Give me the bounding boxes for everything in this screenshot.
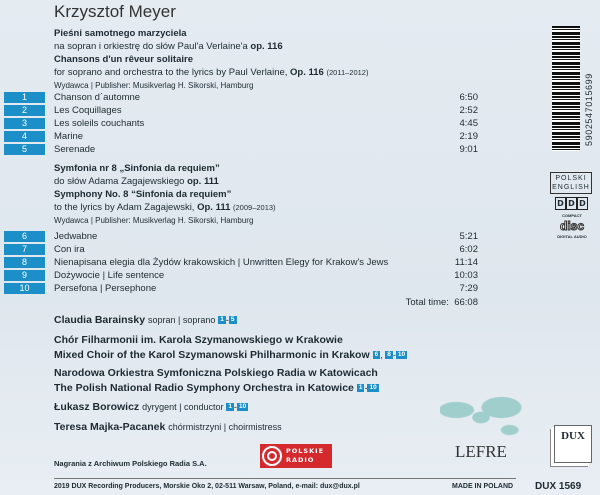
- footer-address: 2019 DUX Recording Producers, Morskie Oko 2, 02-511 Warsaw, Poland, e-mail: dux@dux.pl: [54, 483, 360, 490]
- tag-sep: -: [225, 315, 229, 325]
- catalog-number: DUX 1569: [535, 481, 582, 492]
- work-title-en: Symphony No. 8 “Sinfonia da requiem”: [54, 189, 232, 200]
- track-title: Con ira: [54, 244, 85, 255]
- track-tag: 8: [387, 351, 391, 359]
- performer: [54, 314, 237, 326]
- performer-name: Teresa Majka-Pacanek: [54, 421, 166, 433]
- track-tag: 5: [230, 316, 235, 324]
- track-number: 5: [4, 144, 45, 155]
- archive-note: Nagrania z Archiwum Polskiego Radia S.A.: [54, 459, 207, 468]
- dux-logo: DUX: [554, 425, 592, 463]
- track-time: 7:29: [459, 283, 478, 294]
- track-tag: 6: [374, 351, 379, 359]
- track-number: 2: [4, 105, 45, 116]
- ddd-badge: [555, 197, 588, 210]
- polskie-radio-text: POLSKIE RADIO: [286, 447, 325, 464]
- barcode-number: 5902547015699: [584, 73, 594, 146]
- track-tag: 10: [369, 384, 377, 392]
- track-title: Dożywocie | Life sentence: [54, 270, 165, 281]
- ddd-letter: D: [577, 197, 588, 210]
- work-subtitle-pl: [54, 175, 219, 188]
- track-title: Jedwabne: [54, 231, 98, 242]
- years: (2009–2013): [233, 203, 276, 212]
- performer-name: Claudia Barainsky: [54, 314, 146, 326]
- track-time: 5:21: [459, 231, 478, 242]
- track-number: 8: [4, 257, 45, 268]
- track-tag: 1: [358, 384, 363, 392]
- ddd-letter: D: [566, 197, 577, 210]
- opus: op. 111: [187, 176, 219, 187]
- track-number: 9: [4, 270, 45, 281]
- language-en: ENGLISH: [552, 184, 590, 191]
- performer-en: [54, 349, 407, 361]
- world-map-icon: [440, 390, 522, 440]
- track-title: Serenade: [54, 144, 96, 155]
- track-number: 10: [4, 283, 45, 294]
- work-title-pl: Pieśni samotnego marzyciela: [54, 28, 187, 39]
- track-title: Marine: [54, 131, 84, 142]
- publisher: Wydawca | Publisher: Musikverlag H. Sikorski, Hamburg: [54, 216, 254, 225]
- track-title: Les Coquillages: [54, 105, 122, 116]
- performer: Narodowa Orkiestra Symfoniczna Polskiego Radia w Katowicach: [54, 367, 378, 379]
- tag-sep: ,: [380, 350, 386, 360]
- track-time: 4:45: [459, 118, 478, 129]
- track-time: 10:03: [454, 270, 478, 281]
- subtitle-text: for soprano and orchestra to the lyrics by Paul Verlaine,: [54, 67, 288, 78]
- radio-icon: [262, 446, 282, 466]
- track-time: 2:19: [459, 131, 478, 142]
- publisher: Wydawca | Publisher: Musikverlag H. Sikorski, Hamburg: [54, 81, 254, 90]
- track-title: Les soleils couchants: [54, 118, 145, 129]
- performer: [54, 421, 282, 433]
- performer-name: The Polish National Radio Symphony Orchestra in Katowice: [54, 382, 354, 394]
- lefre-logo: LEFRE: [455, 442, 507, 461]
- track-time: 2:52: [459, 105, 478, 116]
- track-number: 1: [4, 92, 45, 103]
- work-subtitle-en: [54, 66, 368, 79]
- composer-name: Krzysztof Meyer: [54, 2, 176, 21]
- track-number: 7: [4, 244, 45, 255]
- track-tag: 1: [220, 316, 224, 324]
- track-time: 6:50: [459, 92, 478, 103]
- performer: Chór Filharmonii im. Karola Szymanowskiego w Krakowie: [54, 334, 343, 346]
- work-subtitle-pl: [54, 40, 283, 53]
- compact-disc-logo: [549, 212, 595, 240]
- track-time: 6:02: [459, 244, 478, 255]
- cd-main: disc: [559, 219, 584, 233]
- work-title-en: Chansons d'un rêveur solitaire: [54, 54, 193, 65]
- track-tag: 1: [228, 403, 233, 411]
- language-pl: POLSKI: [555, 175, 587, 182]
- tag-sep: -: [234, 402, 238, 412]
- track-time: 9:01: [459, 144, 478, 155]
- performer-role: sopran | soprano: [147, 315, 216, 325]
- track-title: Chanson d´automne: [54, 92, 141, 103]
- track-tag: 10: [397, 351, 406, 359]
- work-subtitle-en: [54, 201, 276, 214]
- subtitle-text: na sopran i orkiestrę do słów Paul'a Verlaine'a: [54, 41, 248, 52]
- divider: [54, 478, 516, 479]
- language-badge: [550, 172, 592, 194]
- performer-name: Mixed Choir of the Karol Szymanowski Philharmonic in Krakow: [54, 349, 370, 361]
- years: (2011–2012): [326, 68, 369, 77]
- performer-role: chórmistrzyni | choirmistress: [168, 422, 282, 432]
- polskie-radio-logo: [260, 444, 332, 468]
- track-title: Nienapisana elegia dla Żydów krakowskich | Unwritten Elegy for Krakow's Jews: [54, 257, 389, 268]
- track-number: 6: [4, 231, 45, 242]
- performer-name: Łukasz Borowicz: [54, 401, 140, 413]
- made-in: MADE IN POLAND: [452, 483, 514, 490]
- performer: [54, 401, 248, 413]
- cd-top: COMPACT: [562, 213, 582, 218]
- track-time: 11:14: [454, 257, 478, 268]
- total-value: 66:08: [454, 297, 478, 308]
- tag-sep: -: [364, 383, 368, 393]
- barcode: [552, 26, 580, 151]
- track-tag: 10: [239, 403, 247, 411]
- track-number: 3: [4, 118, 45, 129]
- total-label: Total time:: [405, 297, 449, 308]
- performer-en: [54, 382, 379, 394]
- performer-role: dyrygent | conductor: [142, 402, 224, 412]
- cd-bottom: DIGITAL AUDIO: [557, 234, 587, 239]
- subtitle-text: to the lyrics by Adam Zagajewski,: [54, 202, 195, 213]
- ddd-letter: D: [555, 197, 566, 210]
- tag-sep: -: [392, 350, 396, 360]
- total-time: [406, 297, 478, 308]
- track-number: 4: [4, 131, 45, 142]
- track-title: Persefona | Persephone: [54, 283, 157, 294]
- opus: Op. 116: [290, 67, 324, 78]
- opus: op. 116: [250, 41, 283, 52]
- work-title-pl: Symfonia nr 8 „Sinfonia da requiem”: [54, 163, 220, 174]
- opus: Op. 111: [197, 202, 231, 213]
- subtitle-text: do słów Adama Zagajewskiego: [54, 176, 185, 187]
